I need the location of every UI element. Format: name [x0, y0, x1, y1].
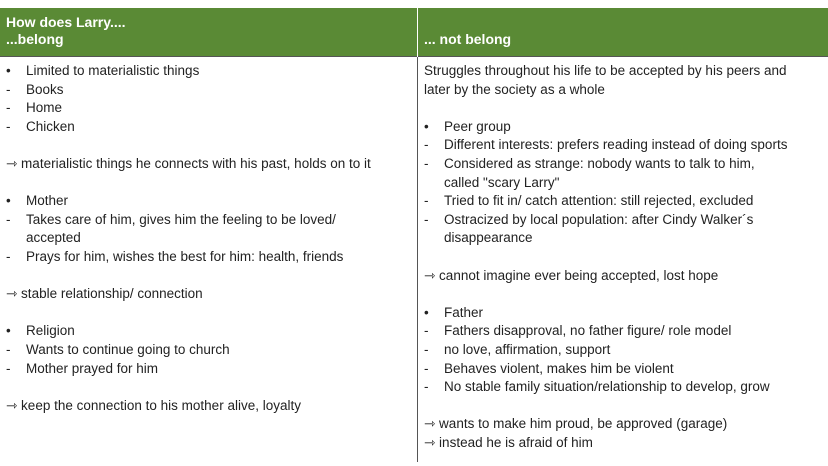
conclusion-text: ⇾ keep the connection to his mother alive, loyalty [6, 397, 301, 413]
list-item: • Limited to materialistic things [6, 62, 411, 81]
header-question: How does Larry.... [6, 14, 126, 30]
list-item: - Books [6, 81, 411, 100]
header-belong-label: ...belong [6, 31, 64, 47]
list-item-continuation: accepted [26, 230, 81, 246]
header-not-belong [418, 8, 828, 57]
dash-marker: - [6, 100, 11, 116]
list-item: - Behaves violent, makes him be violent [424, 360, 822, 379]
content-row [0, 57, 828, 463]
dash-marker: - [424, 379, 429, 395]
bullet-marker: • [6, 63, 11, 78]
header-belong [0, 8, 418, 57]
dash-marker: - [6, 360, 11, 376]
dash-marker: - [6, 81, 11, 97]
list-item-continuation: disappearance [444, 230, 533, 246]
bullet-marker: • [6, 193, 11, 209]
bullet-marker: • [6, 323, 11, 339]
list-item: • Father [424, 304, 822, 323]
dash-marker: - [424, 323, 429, 339]
dash-marker: - [6, 341, 11, 357]
dash-marker: - [6, 118, 11, 134]
bullet-marker: • [424, 304, 429, 320]
list-item: - Prays for him, wishes the best for him: health, friends [6, 248, 411, 267]
belonging-table [0, 8, 828, 462]
list-item-continuation: called "scary Larry" [444, 174, 560, 190]
not-belong-column [418, 57, 828, 463]
list-item: - Different interests: prefers reading instead of doing sports [424, 136, 822, 155]
dash-marker: - [6, 248, 11, 264]
list-item: - Tried to fit in/ catch attention: still rejected, excluded [424, 192, 822, 211]
list-item: - Fathers disapproval, no father figure/ role model [424, 322, 822, 341]
dash-marker: - [424, 360, 429, 376]
list-item: • Peer group [424, 118, 822, 137]
dash-marker: - [424, 137, 429, 153]
list-item: - Wants to continue going to church [6, 341, 411, 360]
list-item: - Chicken [6, 118, 411, 137]
list-item: - Home [6, 99, 411, 118]
list-item: • Mother [6, 192, 411, 211]
conclusion-text: ⇾ wants to make him proud, be approved (garage) [424, 416, 728, 432]
dash-marker: - [424, 155, 429, 171]
belong-column [0, 57, 418, 463]
list-item: - Mother prayed for him [6, 360, 411, 379]
dash-marker: - [424, 211, 429, 227]
list-item: - Considered as strange: nobody wants to talk to him, [424, 155, 822, 174]
conclusion-text: ⇾ stable relationship/ connection [6, 286, 203, 302]
dash-marker: - [6, 211, 11, 227]
dash-marker: - [424, 341, 429, 357]
list-item: - no love, affirmation, support [424, 341, 822, 360]
list-item: - Ostracized by local population: after Cindy Walker´s [424, 211, 822, 230]
dash-marker: - [424, 193, 429, 209]
header-row [0, 8, 828, 57]
intro-text: later by the society as a whole [424, 81, 605, 97]
list-item: • Religion [6, 322, 411, 341]
intro-text: Struggles throughout his life to be accepted by his peers and [424, 63, 787, 78]
conclusion-text: ⇾ cannot imagine ever being accepted, lost hope [424, 267, 719, 283]
header-not-belong-label: ... not belong [424, 31, 512, 47]
conclusion-text: ⇾ instead he is afraid of him [424, 434, 593, 450]
conclusion-text: ⇾ materialistic things he connects with his past, holds on to it [6, 155, 371, 171]
bullet-marker: • [424, 118, 429, 134]
list-item: - Takes care of him, gives him the feeling to be loved/ [6, 211, 411, 230]
list-item: - No stable family situation/relationship to develop, grow [424, 378, 822, 397]
